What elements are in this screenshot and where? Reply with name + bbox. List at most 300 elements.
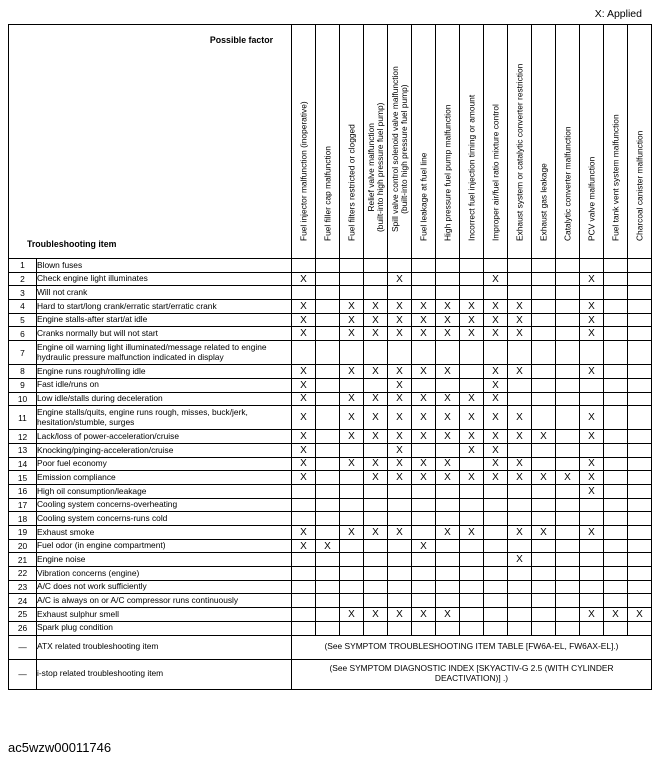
mark-cell (556, 406, 580, 430)
mark-cell (556, 392, 580, 406)
factor-label (390, 66, 408, 232)
factor-header (484, 25, 508, 259)
mark-cell (580, 594, 604, 608)
mark-cell (508, 580, 532, 594)
mark-cell: X (292, 406, 316, 430)
mark-cell: X (484, 471, 508, 485)
mark-cell (580, 498, 604, 512)
mark-cell (388, 553, 412, 567)
mark-cell: X (292, 539, 316, 553)
mark-cell (532, 567, 556, 581)
mark-cell (556, 259, 580, 273)
mark-cell: X (412, 365, 436, 379)
mark-cell (292, 608, 316, 622)
factor-label-line: Fuel filler cap malfunction (321, 145, 332, 241)
mark-cell (364, 567, 388, 581)
factor-label (299, 101, 308, 241)
row-item-line: Hard to start/long crank/erratic start/erratic crank (37, 300, 217, 311)
factor-header (580, 25, 604, 259)
mark-cell (532, 300, 556, 314)
mark-cell: X (436, 526, 460, 540)
mark-cell (532, 498, 556, 512)
row-item-line: Will not crank (37, 287, 88, 298)
mark-cell (292, 580, 316, 594)
mark-cell: X (484, 327, 508, 341)
mark-cell: X (580, 313, 604, 327)
mark-cell (484, 341, 508, 365)
mark-cell (316, 580, 340, 594)
mark-cell: X (388, 272, 412, 286)
row-number: 20 (9, 539, 37, 553)
mark-cell (532, 327, 556, 341)
mark-cell: X (412, 406, 436, 430)
mark-cell (532, 443, 556, 457)
mark-cell (604, 580, 628, 594)
row-number: 17 (9, 498, 37, 512)
mark-cell (508, 498, 532, 512)
mark-cell (508, 259, 532, 273)
mark-cell (484, 286, 508, 300)
factor-header (628, 25, 652, 259)
table-row (9, 567, 652, 581)
row-item-line: Fuel odor (in engine compartment) (37, 540, 166, 551)
factor-label (563, 126, 572, 241)
mark-cell: X (340, 327, 364, 341)
row-item (37, 621, 292, 635)
row-item (37, 430, 292, 444)
mark-cell (460, 272, 484, 286)
factor-header (436, 25, 460, 259)
mark-cell (388, 498, 412, 512)
mark-cell (340, 443, 364, 457)
mark-cell: X (508, 430, 532, 444)
row-item (37, 608, 292, 622)
mark-cell: X (340, 457, 364, 471)
mark-cell (364, 621, 388, 635)
row-item-line: Cooling system concerns-runs cold (37, 512, 168, 523)
mark-cell (604, 392, 628, 406)
table-row (9, 539, 652, 553)
table-row (9, 471, 652, 485)
mark-cell: X (508, 457, 532, 471)
mark-cell: X (460, 430, 484, 444)
mark-cell (316, 457, 340, 471)
row-item (37, 553, 292, 567)
factor-label (419, 152, 428, 240)
mark-cell (604, 406, 628, 430)
mark-cell: X (604, 608, 628, 622)
mark-cell (316, 430, 340, 444)
mark-cell (412, 580, 436, 594)
mark-cell: X (292, 526, 316, 540)
mark-cell: X (388, 457, 412, 471)
mark-cell (604, 621, 628, 635)
mark-cell (460, 567, 484, 581)
mark-cell (628, 498, 652, 512)
table-row (9, 313, 652, 327)
mark-cell (436, 594, 460, 608)
factor-label-line: Charcoal canister malfunction (633, 130, 644, 241)
row-item-line: Knocking/pinging-acceleration/cruise (37, 444, 174, 455)
row-item-line: Cranks normally but will not start (37, 328, 159, 339)
row-item: ATX related troubleshooting item (37, 635, 292, 659)
mark-cell: X (412, 608, 436, 622)
mark-cell (628, 430, 652, 444)
mark-cell: X (340, 365, 364, 379)
row-item-line: Engine runs rough/rolling idle (37, 365, 146, 376)
mark-cell: X (292, 430, 316, 444)
factor-label-line: (built-into high pressure fuel pump) (398, 83, 409, 214)
mark-cell: X (316, 539, 340, 553)
mark-cell (628, 539, 652, 553)
mark-cell (316, 608, 340, 622)
row-number: 5 (9, 313, 37, 327)
table-row (9, 327, 652, 341)
row-item-line: Engine noise (37, 554, 86, 565)
row-item-line: A/C does not work sufficiently (37, 581, 147, 592)
mark-cell (508, 286, 532, 300)
mark-cell (436, 621, 460, 635)
row-item (37, 471, 292, 485)
mark-cell (412, 443, 436, 457)
mark-cell (412, 553, 436, 567)
mark-cell (436, 443, 460, 457)
mark-cell (556, 365, 580, 379)
mark-cell: X (340, 300, 364, 314)
mark-cell (340, 259, 364, 273)
mark-cell (412, 512, 436, 526)
mark-cell (364, 484, 388, 498)
mark-cell (628, 553, 652, 567)
factor-label-line: Fuel tank vent system malfunction (609, 114, 620, 241)
mark-cell (556, 313, 580, 327)
row-number: 26 (9, 621, 37, 635)
mark-cell: X (484, 457, 508, 471)
mark-cell: X (412, 457, 436, 471)
row-item-line: Exhaust smoke (37, 526, 95, 537)
mark-cell: X (460, 443, 484, 457)
mark-cell (316, 471, 340, 485)
factor-header (556, 25, 580, 259)
mark-cell (364, 539, 388, 553)
mark-cell (532, 580, 556, 594)
row-number: 24 (9, 594, 37, 608)
mark-cell (412, 621, 436, 635)
mark-cell (532, 621, 556, 635)
mark-cell: X (460, 327, 484, 341)
row-number: 22 (9, 567, 37, 581)
mark-cell: X (388, 430, 412, 444)
mark-cell (460, 457, 484, 471)
mark-cell (484, 539, 508, 553)
row-item-line: Lack/loss of power-acceleration/cruise (37, 430, 179, 441)
row-item-line: Cooling system concerns-overheating (37, 499, 178, 510)
mark-cell (412, 526, 436, 540)
mark-cell (580, 378, 604, 392)
mark-cell: X (484, 313, 508, 327)
factor-label (515, 63, 524, 240)
mark-cell (388, 286, 412, 300)
mark-cell (460, 512, 484, 526)
mark-cell (556, 594, 580, 608)
row-number: 2 (9, 272, 37, 286)
mark-cell: X (292, 378, 316, 392)
mark-cell (532, 539, 556, 553)
mark-cell (460, 286, 484, 300)
mark-cell (412, 378, 436, 392)
mark-cell: X (412, 327, 436, 341)
factor-label-line: Improper air/fuel ratio mixture control (489, 103, 500, 241)
mark-cell: X (580, 484, 604, 498)
row-item (37, 286, 292, 300)
mark-cell (484, 259, 508, 273)
mark-cell (292, 498, 316, 512)
reference-note (292, 659, 652, 689)
mark-cell: X (580, 272, 604, 286)
mark-cell: X (508, 300, 532, 314)
row-item-line: High oil consumption/leakage (37, 485, 147, 496)
mark-cell (532, 378, 556, 392)
mark-cell (556, 621, 580, 635)
mark-cell (292, 484, 316, 498)
mark-cell (412, 567, 436, 581)
mark-cell (556, 539, 580, 553)
mark-cell (604, 259, 628, 273)
mark-cell: X (508, 526, 532, 540)
mark-cell: X (340, 526, 364, 540)
row-item (37, 341, 292, 365)
mark-cell (460, 580, 484, 594)
table-row (9, 443, 652, 457)
mark-cell (436, 498, 460, 512)
mark-cell (460, 553, 484, 567)
mark-cell (580, 341, 604, 365)
mark-cell (316, 406, 340, 430)
factor-label-line: Catalytic converter malfunction (561, 126, 572, 241)
mark-cell (436, 539, 460, 553)
row-item (37, 313, 292, 327)
mark-cell (388, 594, 412, 608)
table-row (9, 378, 652, 392)
row-item-line: Poor fuel economy (37, 458, 107, 469)
mark-cell (532, 484, 556, 498)
mark-cell (388, 621, 412, 635)
mark-cell: X (388, 406, 412, 430)
mark-cell (316, 378, 340, 392)
mark-cell (316, 526, 340, 540)
mark-cell: X (436, 392, 460, 406)
mark-cell: X (532, 430, 556, 444)
mark-cell: X (388, 443, 412, 457)
mark-cell (436, 484, 460, 498)
mark-cell (556, 443, 580, 457)
mark-cell: X (436, 430, 460, 444)
mark-cell (508, 341, 532, 365)
mark-cell: X (292, 272, 316, 286)
row-item-line: Low idle/stalls during deceleration (37, 393, 163, 404)
mark-cell (532, 313, 556, 327)
mark-cell (604, 484, 628, 498)
mark-cell (508, 594, 532, 608)
factor-label (467, 95, 476, 241)
mark-cell: X (508, 553, 532, 567)
mark-cell: X (412, 313, 436, 327)
mark-cell (580, 443, 604, 457)
mark-cell: X (364, 608, 388, 622)
mark-cell (292, 621, 316, 635)
mark-cell (484, 553, 508, 567)
mark-cell (412, 341, 436, 365)
mark-cell (340, 539, 364, 553)
mark-cell (364, 512, 388, 526)
reference-note-line: (See SYMPTOM DIAGNOSTIC INDEX [SKYACTIV-G 2.5 (WITH CYLINDER (329, 663, 614, 674)
mark-cell: X (388, 365, 412, 379)
mark-cell: X (436, 457, 460, 471)
mark-cell: X (460, 406, 484, 430)
mark-cell: X (556, 471, 580, 485)
span-row (9, 659, 652, 689)
mark-cell (436, 553, 460, 567)
mark-cell: X (484, 443, 508, 457)
table-row (9, 272, 652, 286)
row-item-line: Engine stalls/quits, engine runs rough, misses, buck/jerk, (37, 407, 248, 418)
mark-cell (580, 539, 604, 553)
row-item-line: Engine oil warning light illuminated/message related to engine (37, 342, 267, 353)
mark-cell: X (364, 313, 388, 327)
header-row (9, 25, 652, 259)
mark-cell (484, 580, 508, 594)
mark-cell (628, 286, 652, 300)
row-number: 12 (9, 430, 37, 444)
mark-cell (340, 272, 364, 286)
row-item-line: Blown fuses (37, 259, 83, 270)
mark-cell: X (436, 608, 460, 622)
mark-cell (604, 327, 628, 341)
mark-cell (340, 621, 364, 635)
mark-cell (364, 259, 388, 273)
mark-cell (484, 594, 508, 608)
row-item (37, 443, 292, 457)
mark-cell (316, 553, 340, 567)
mark-cell (292, 567, 316, 581)
mark-cell: X (532, 471, 556, 485)
mark-cell (340, 341, 364, 365)
mark-cell (460, 498, 484, 512)
row-item-line: Spark plug condition (37, 622, 113, 633)
mark-cell: X (436, 365, 460, 379)
mark-cell (628, 365, 652, 379)
mark-cell (628, 594, 652, 608)
mark-cell: X (460, 313, 484, 327)
mark-cell (508, 484, 532, 498)
mark-cell (532, 365, 556, 379)
reference-note-line: DEACTIVATION)] .) (434, 673, 509, 683)
mark-cell (556, 272, 580, 286)
mark-cell (364, 286, 388, 300)
table-row (9, 457, 652, 471)
mark-cell: X (388, 378, 412, 392)
row-number: 11 (9, 406, 37, 430)
row-number: 18 (9, 512, 37, 526)
mark-cell: X (364, 392, 388, 406)
mark-cell (340, 512, 364, 526)
mark-cell: X (364, 406, 388, 430)
mark-cell: X (436, 471, 460, 485)
mark-cell: X (508, 327, 532, 341)
mark-cell: X (508, 313, 532, 327)
factor-header (508, 25, 532, 259)
mark-cell (340, 471, 364, 485)
mark-cell (316, 621, 340, 635)
mark-cell (532, 406, 556, 430)
mark-cell (460, 539, 484, 553)
mark-cell: X (388, 327, 412, 341)
mark-cell (532, 341, 556, 365)
mark-cell (532, 553, 556, 567)
table-row (9, 406, 652, 430)
mark-cell (580, 286, 604, 300)
table-row (9, 392, 652, 406)
mark-cell: X (292, 471, 316, 485)
mark-cell (388, 567, 412, 581)
mark-cell (628, 341, 652, 365)
mark-cell (628, 580, 652, 594)
mark-cell (460, 594, 484, 608)
mark-cell (628, 259, 652, 273)
mark-cell (460, 621, 484, 635)
mark-cell: X (340, 392, 364, 406)
mark-cell (412, 594, 436, 608)
factor-header (316, 25, 340, 259)
row-item-line: Engine stalls-after start/at idle (37, 314, 148, 325)
mark-cell (508, 443, 532, 457)
mark-cell: X (484, 430, 508, 444)
mark-cell (556, 526, 580, 540)
mark-cell (364, 553, 388, 567)
mark-cell (364, 272, 388, 286)
row-item-line: Vibration concerns (engine) (37, 567, 140, 578)
mark-cell (316, 300, 340, 314)
factor-label-line: Spill valve control solenoid valve malfunction (389, 65, 400, 232)
mark-cell (604, 300, 628, 314)
mark-cell (508, 621, 532, 635)
mark-cell (484, 526, 508, 540)
row-number: — (9, 635, 37, 659)
mark-cell: X (292, 392, 316, 406)
mark-cell (604, 471, 628, 485)
mark-cell (316, 365, 340, 379)
mark-cell (628, 327, 652, 341)
troubleshooting-table (8, 24, 652, 690)
mark-cell: X (580, 406, 604, 430)
factor-label-line: Exhaust system or catalytic converter restriction (513, 63, 524, 241)
mark-cell (628, 272, 652, 286)
row-number: 19 (9, 526, 37, 540)
mark-cell (436, 378, 460, 392)
mark-cell (556, 512, 580, 526)
mark-cell: X (436, 313, 460, 327)
row-item (37, 457, 292, 471)
row-item (37, 259, 292, 273)
factor-header (388, 25, 412, 259)
row-number: 4 (9, 300, 37, 314)
factor-header (412, 25, 436, 259)
mark-cell (556, 484, 580, 498)
mark-cell (556, 286, 580, 300)
mark-cell (628, 443, 652, 457)
mark-cell (604, 567, 628, 581)
row-number: 1 (9, 259, 37, 273)
